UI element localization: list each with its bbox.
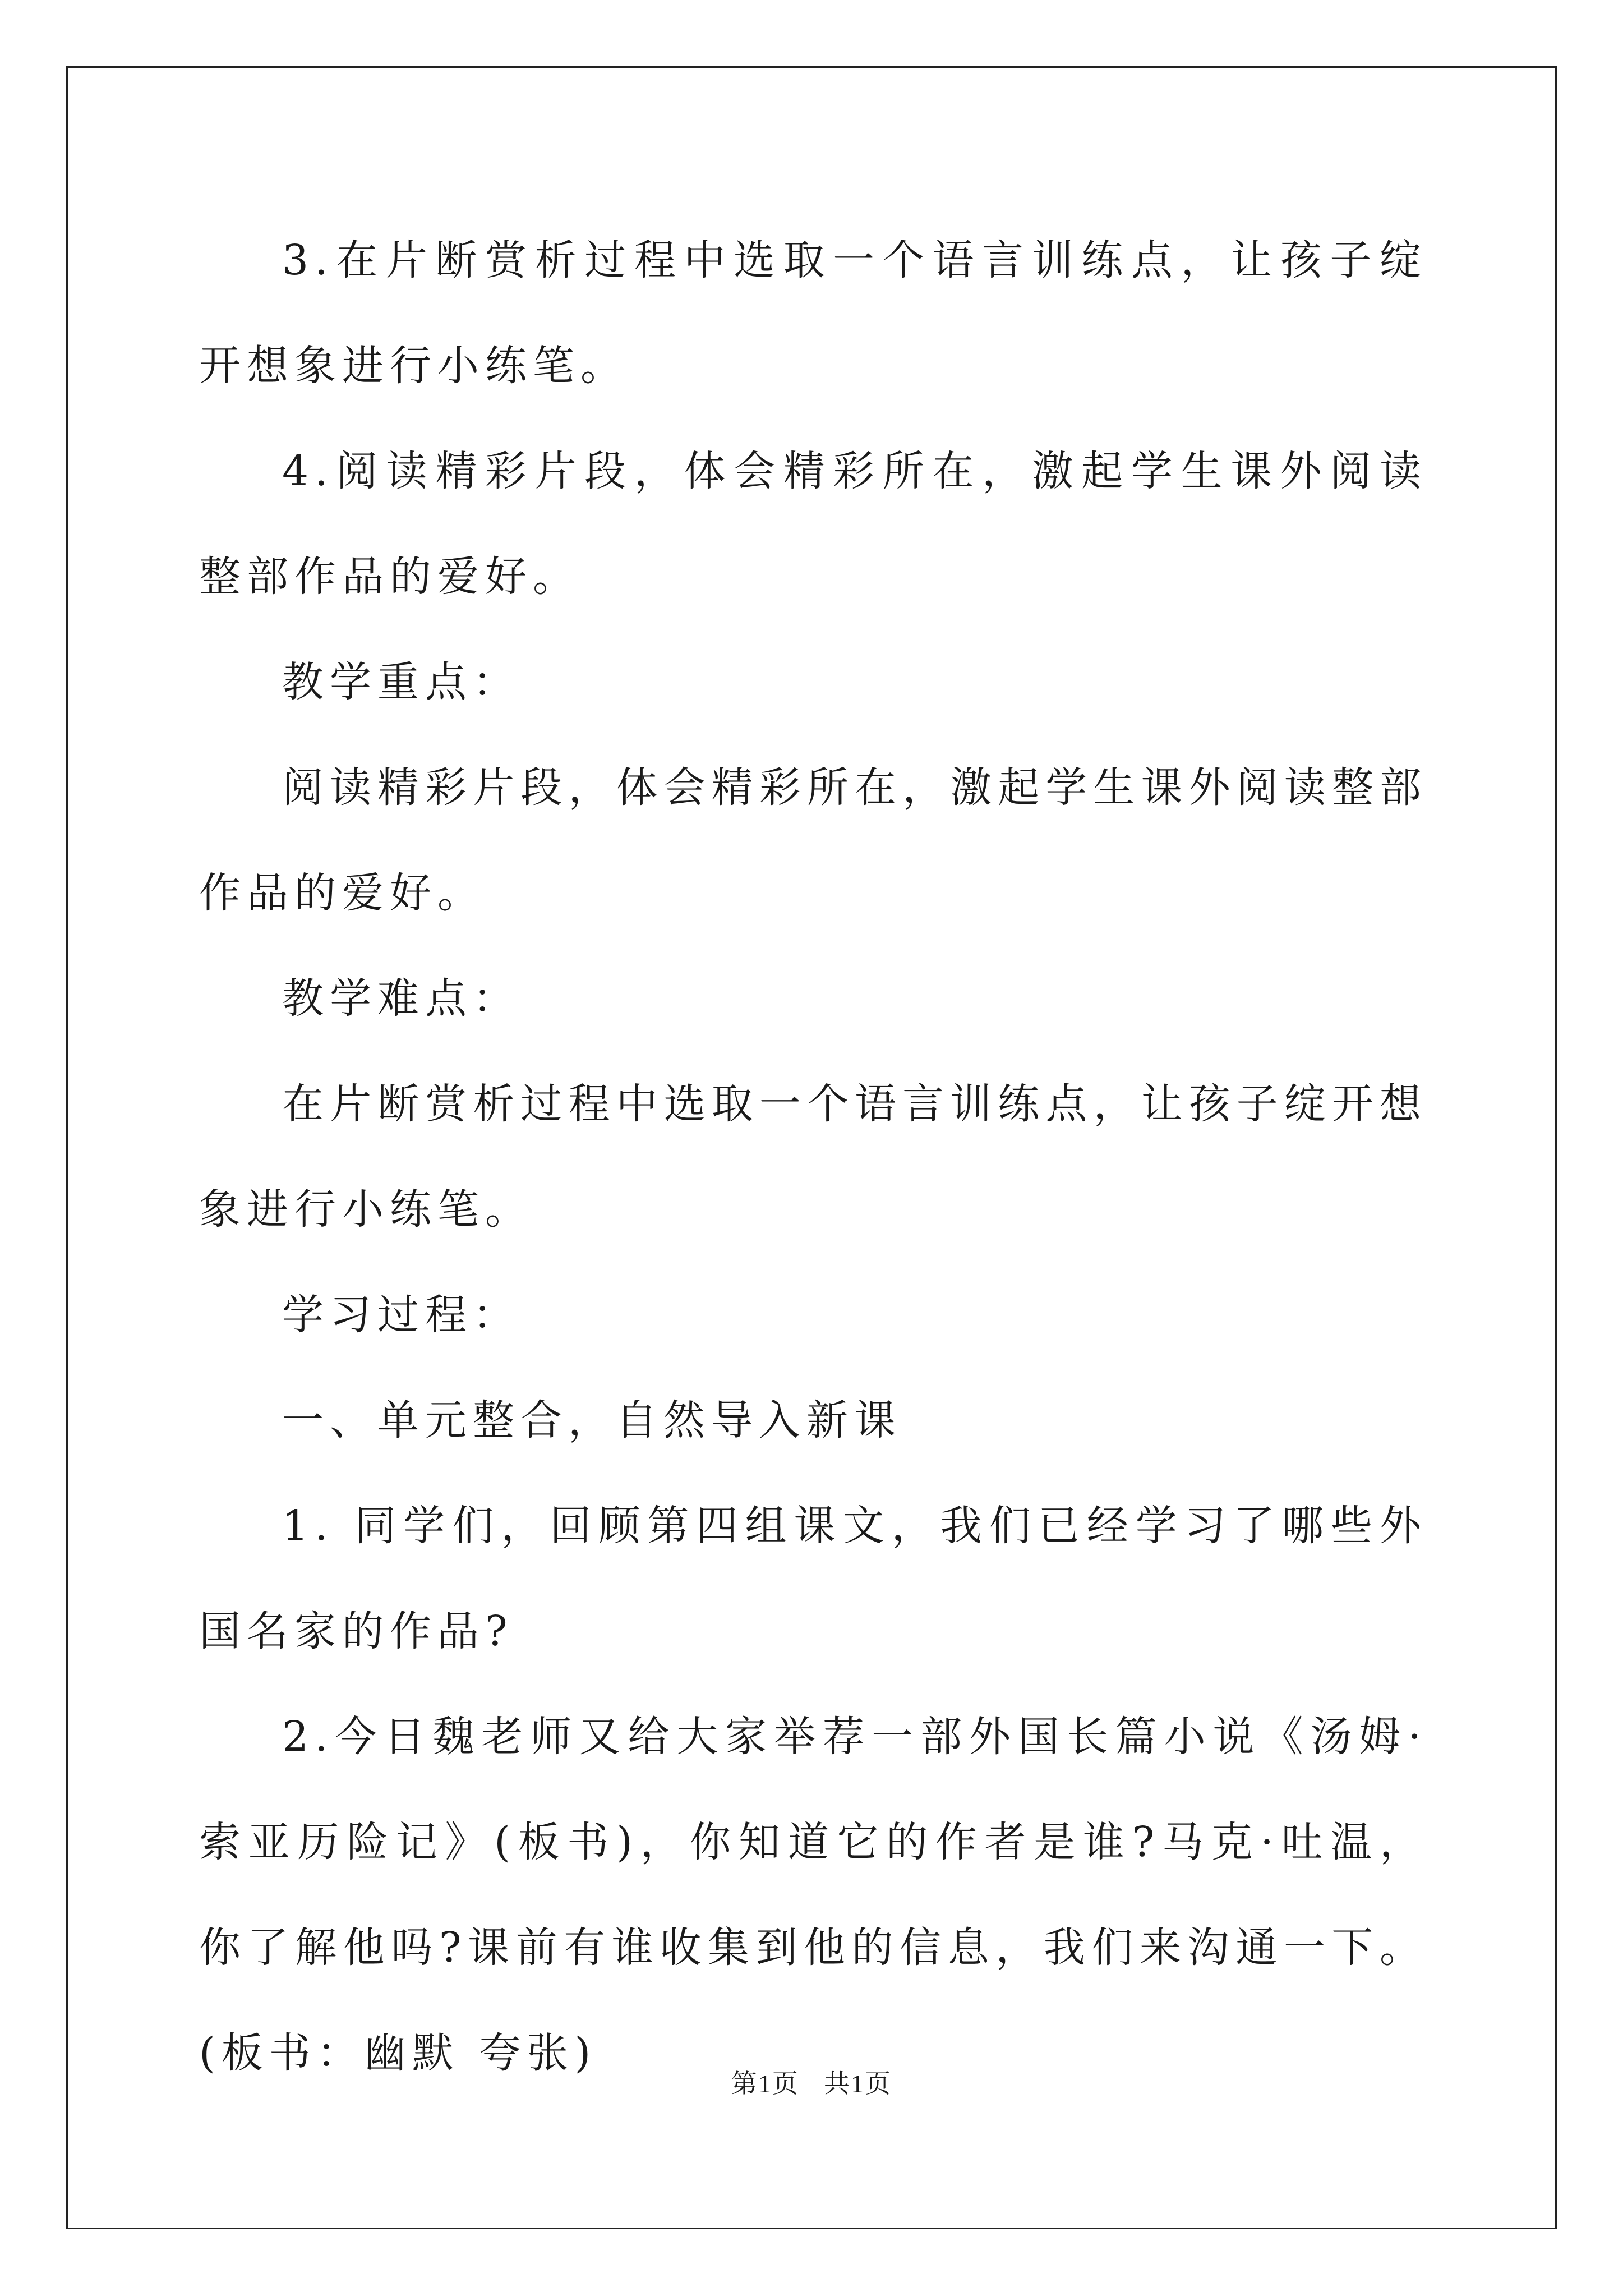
heading-section-one: 一、单元整合，自然导入新课 [282,1396,902,1444]
paragraph-step-1: 1. 同学们，回顾第四组课文，我们已经学习了哪些外国名家的作品? [199,1502,1427,1655]
paragraph-objective-3: 3.在片断赏析过程中选取一个语言训练点，让孩子绽开想象进行小练笔。 [199,236,1427,390]
heading-learning-process: 学习过程： [282,1291,520,1339]
page-total: 共1页 [824,2069,892,2098]
paragraph-step-2: 2.今日魏老师又给大家举荐一部外国长篇小说《汤姆·索亚历险记》(板书)，你知道它的作者是谁?马克·吐温，你了解他吗?课前有谁收集到他的信息，我们来沟通一下。(板书：幽默 夸张) [199,1713,1427,2077]
document-body [199,208,1427,2106]
heading-difficulties: 教学难点： [282,974,520,1023]
page-footer [0,2063,1623,2100]
page-number: 第1页 [731,2069,799,2098]
paragraph-objective-4: 4.阅读精彩片段，体会精彩所在，激起学生课外阅读整部作品的爱好。 [199,447,1427,601]
paragraph-difficulties: 在片断赏析过程中选取一个语言训练点，让孩子绽开想象进行小练笔。 [199,1080,1427,1234]
heading-key-points: 教学重点： [282,658,520,706]
paragraph-key-points: 阅读精彩片段，体会精彩所在，激起学生课外阅读整部作品的爱好。 [199,763,1427,917]
